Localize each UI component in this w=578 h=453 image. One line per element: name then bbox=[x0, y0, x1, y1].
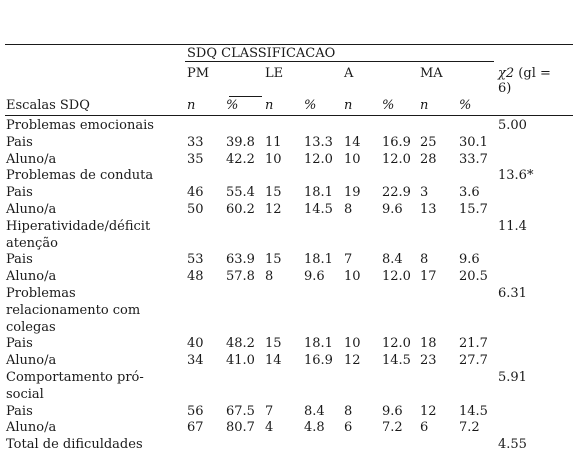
section-label: Total de dificuldades bbox=[6, 437, 143, 453]
table-cell: 18 bbox=[420, 336, 437, 352]
row-label: Pais bbox=[6, 134, 33, 150]
table-cell: 14 bbox=[344, 134, 361, 150]
table-cell: 6 bbox=[344, 420, 353, 436]
section-label: colegas bbox=[6, 319, 56, 335]
row-label: Pais bbox=[6, 252, 33, 268]
table-cell: 50 bbox=[187, 202, 204, 217]
section-label: Problemas bbox=[6, 286, 76, 301]
table-cell: 7 bbox=[344, 252, 353, 268]
chi-square-value: 4.55 bbox=[498, 437, 527, 453]
table-cell: 28 bbox=[420, 151, 437, 167]
section-label: relacionamento com bbox=[6, 302, 141, 318]
table-cell: 7 bbox=[265, 403, 274, 419]
table-cell: 18.1 bbox=[304, 336, 333, 352]
row-header: Escalas SDQ bbox=[6, 98, 90, 113]
table-cell: 33 bbox=[187, 134, 204, 150]
row-label: Aluno/a bbox=[6, 420, 57, 436]
table-cell: 12 bbox=[344, 353, 361, 369]
section-label: Comportamento pró- bbox=[6, 370, 144, 385]
table-cell: 6 bbox=[420, 420, 429, 436]
table-cell: 67.5 bbox=[226, 403, 255, 419]
row-label: Aluno/a bbox=[6, 202, 57, 217]
table-cell: 11 bbox=[265, 134, 282, 150]
table-cell: 35 bbox=[187, 151, 204, 167]
table-cell: 10 bbox=[265, 151, 282, 167]
section-label: social bbox=[6, 386, 44, 402]
group-pm: PM bbox=[187, 66, 210, 81]
row-label: Aluno/a bbox=[6, 151, 57, 167]
table-cell: 25 bbox=[420, 134, 437, 150]
table-cell: 8.4 bbox=[382, 252, 403, 268]
table-cell: 3.6 bbox=[459, 185, 480, 201]
subheader-n: n bbox=[265, 98, 274, 113]
section-label: Problemas emocionais bbox=[6, 118, 154, 133]
table-cell: 57.8 bbox=[226, 269, 255, 285]
table-cell: 18.1 bbox=[304, 252, 333, 268]
row-label: Pais bbox=[6, 403, 33, 419]
table-cell: 27.7 bbox=[459, 353, 488, 369]
chi-square-value: 6.31 bbox=[498, 286, 527, 301]
table-cell: 12.0 bbox=[304, 151, 333, 167]
table-cell: 12.0 bbox=[382, 269, 411, 285]
table-cell: 67 bbox=[187, 420, 204, 436]
table-cell: 8 bbox=[265, 269, 274, 285]
subheader-pct: % bbox=[459, 98, 472, 113]
table-cell: 14 bbox=[265, 353, 282, 369]
chi-header-line2: 6) bbox=[498, 81, 512, 96]
table-cell: 7.2 bbox=[382, 420, 403, 436]
table-cell: 12 bbox=[420, 403, 437, 419]
table-cell: 10 bbox=[344, 151, 361, 167]
table-cell: 4 bbox=[265, 420, 274, 436]
table-cell: 4.8 bbox=[304, 420, 325, 436]
subheader-pct: % bbox=[304, 98, 317, 113]
row-label: Aluno/a bbox=[6, 269, 57, 285]
table-cell: 21.7 bbox=[459, 336, 488, 352]
table-cell: 48.2 bbox=[226, 336, 255, 352]
group-ma: MA bbox=[420, 66, 443, 81]
table-cell: 55.4 bbox=[226, 185, 255, 201]
chi-square-value: 11.4 bbox=[498, 218, 527, 234]
table-cell: 40 bbox=[187, 336, 204, 352]
table-cell: 19 bbox=[344, 185, 361, 201]
table-cell: 12 bbox=[265, 202, 282, 217]
table-cell: 60.2 bbox=[226, 202, 255, 217]
table-cell: 33.7 bbox=[459, 151, 488, 167]
table-cell: 3 bbox=[420, 185, 429, 201]
table-cell: 30.1 bbox=[459, 134, 488, 150]
subheader-n: n bbox=[420, 98, 429, 113]
group-header: SDQ CLASSIFICACAO bbox=[187, 46, 336, 61]
table-cell: 41.0 bbox=[226, 353, 255, 369]
subheader-pct: % bbox=[382, 98, 395, 113]
table-cell: 16.9 bbox=[304, 353, 333, 369]
table-cell: 23 bbox=[420, 353, 437, 369]
table-cell: 34 bbox=[187, 353, 204, 369]
table-cell: 14.5 bbox=[382, 353, 411, 369]
table-cell: 17 bbox=[420, 269, 437, 285]
row-label: Pais bbox=[6, 336, 33, 352]
table-cell: 13 bbox=[420, 202, 437, 217]
table-cell: 39.8 bbox=[226, 134, 255, 150]
table-cell: 10 bbox=[344, 269, 361, 285]
section-label: atenção bbox=[6, 235, 58, 251]
group-a: A bbox=[344, 66, 354, 81]
table-cell: 46 bbox=[187, 185, 204, 201]
table-cell: 10 bbox=[344, 336, 361, 352]
subgroup-rule bbox=[229, 96, 262, 97]
table-cell: 18.1 bbox=[304, 185, 333, 201]
chi-header bbox=[498, 66, 551, 82]
table-cell: 15 bbox=[265, 336, 282, 352]
table-cell: 15 bbox=[265, 252, 282, 268]
table-cell: 48 bbox=[187, 269, 204, 285]
table-cell: 80.7 bbox=[226, 420, 255, 436]
table-cell: 42.2 bbox=[226, 151, 255, 167]
chi-square-value: 5.00 bbox=[498, 118, 527, 133]
subheader-pct: % bbox=[226, 98, 239, 113]
table-cell: 8 bbox=[420, 252, 429, 268]
chi-header-rest: (gl = bbox=[518, 66, 551, 81]
table-cell: 15 bbox=[265, 185, 282, 201]
table-cell: 7.2 bbox=[459, 420, 480, 436]
table-cell: 20.5 bbox=[459, 269, 488, 285]
table-cell: 13.3 bbox=[304, 134, 333, 150]
table-cell: 12.0 bbox=[382, 336, 411, 352]
group-le: LE bbox=[265, 66, 284, 81]
table-cell: 9.6 bbox=[304, 269, 325, 285]
header-rule bbox=[5, 115, 573, 116]
table-cell: 12.0 bbox=[382, 151, 411, 167]
table-cell: 53 bbox=[187, 252, 204, 268]
subheader-n: n bbox=[344, 98, 353, 113]
table-cell: 9.6 bbox=[382, 202, 403, 217]
table-cell: 56 bbox=[187, 403, 204, 419]
table-cell: 9.6 bbox=[382, 403, 403, 419]
row-label: Pais bbox=[6, 185, 33, 201]
subheader-n: n bbox=[187, 98, 196, 113]
chi-square-value: 13.6* bbox=[498, 168, 534, 184]
table-cell: 16.9 bbox=[382, 134, 411, 150]
section-label: Problemas de conduta bbox=[6, 168, 154, 184]
group-rule bbox=[185, 61, 494, 62]
table-cell: 8 bbox=[344, 202, 353, 217]
table-cell: 14.5 bbox=[304, 202, 333, 217]
chi-square-value: 5.91 bbox=[498, 370, 527, 385]
top-rule bbox=[5, 44, 573, 45]
table-cell: 8 bbox=[344, 403, 353, 419]
table-cell: 9.6 bbox=[459, 252, 480, 268]
table-cell: 22.9 bbox=[382, 185, 411, 201]
chi-symbol: χ2 bbox=[498, 66, 515, 81]
table-cell: 8.4 bbox=[304, 403, 325, 419]
table-cell: 15.7 bbox=[459, 202, 488, 217]
row-label: Aluno/a bbox=[6, 353, 57, 369]
table-cell: 14.5 bbox=[459, 403, 488, 419]
section-label: Hiperatividade/déficit bbox=[6, 218, 151, 234]
table-cell: 63.9 bbox=[226, 252, 255, 268]
